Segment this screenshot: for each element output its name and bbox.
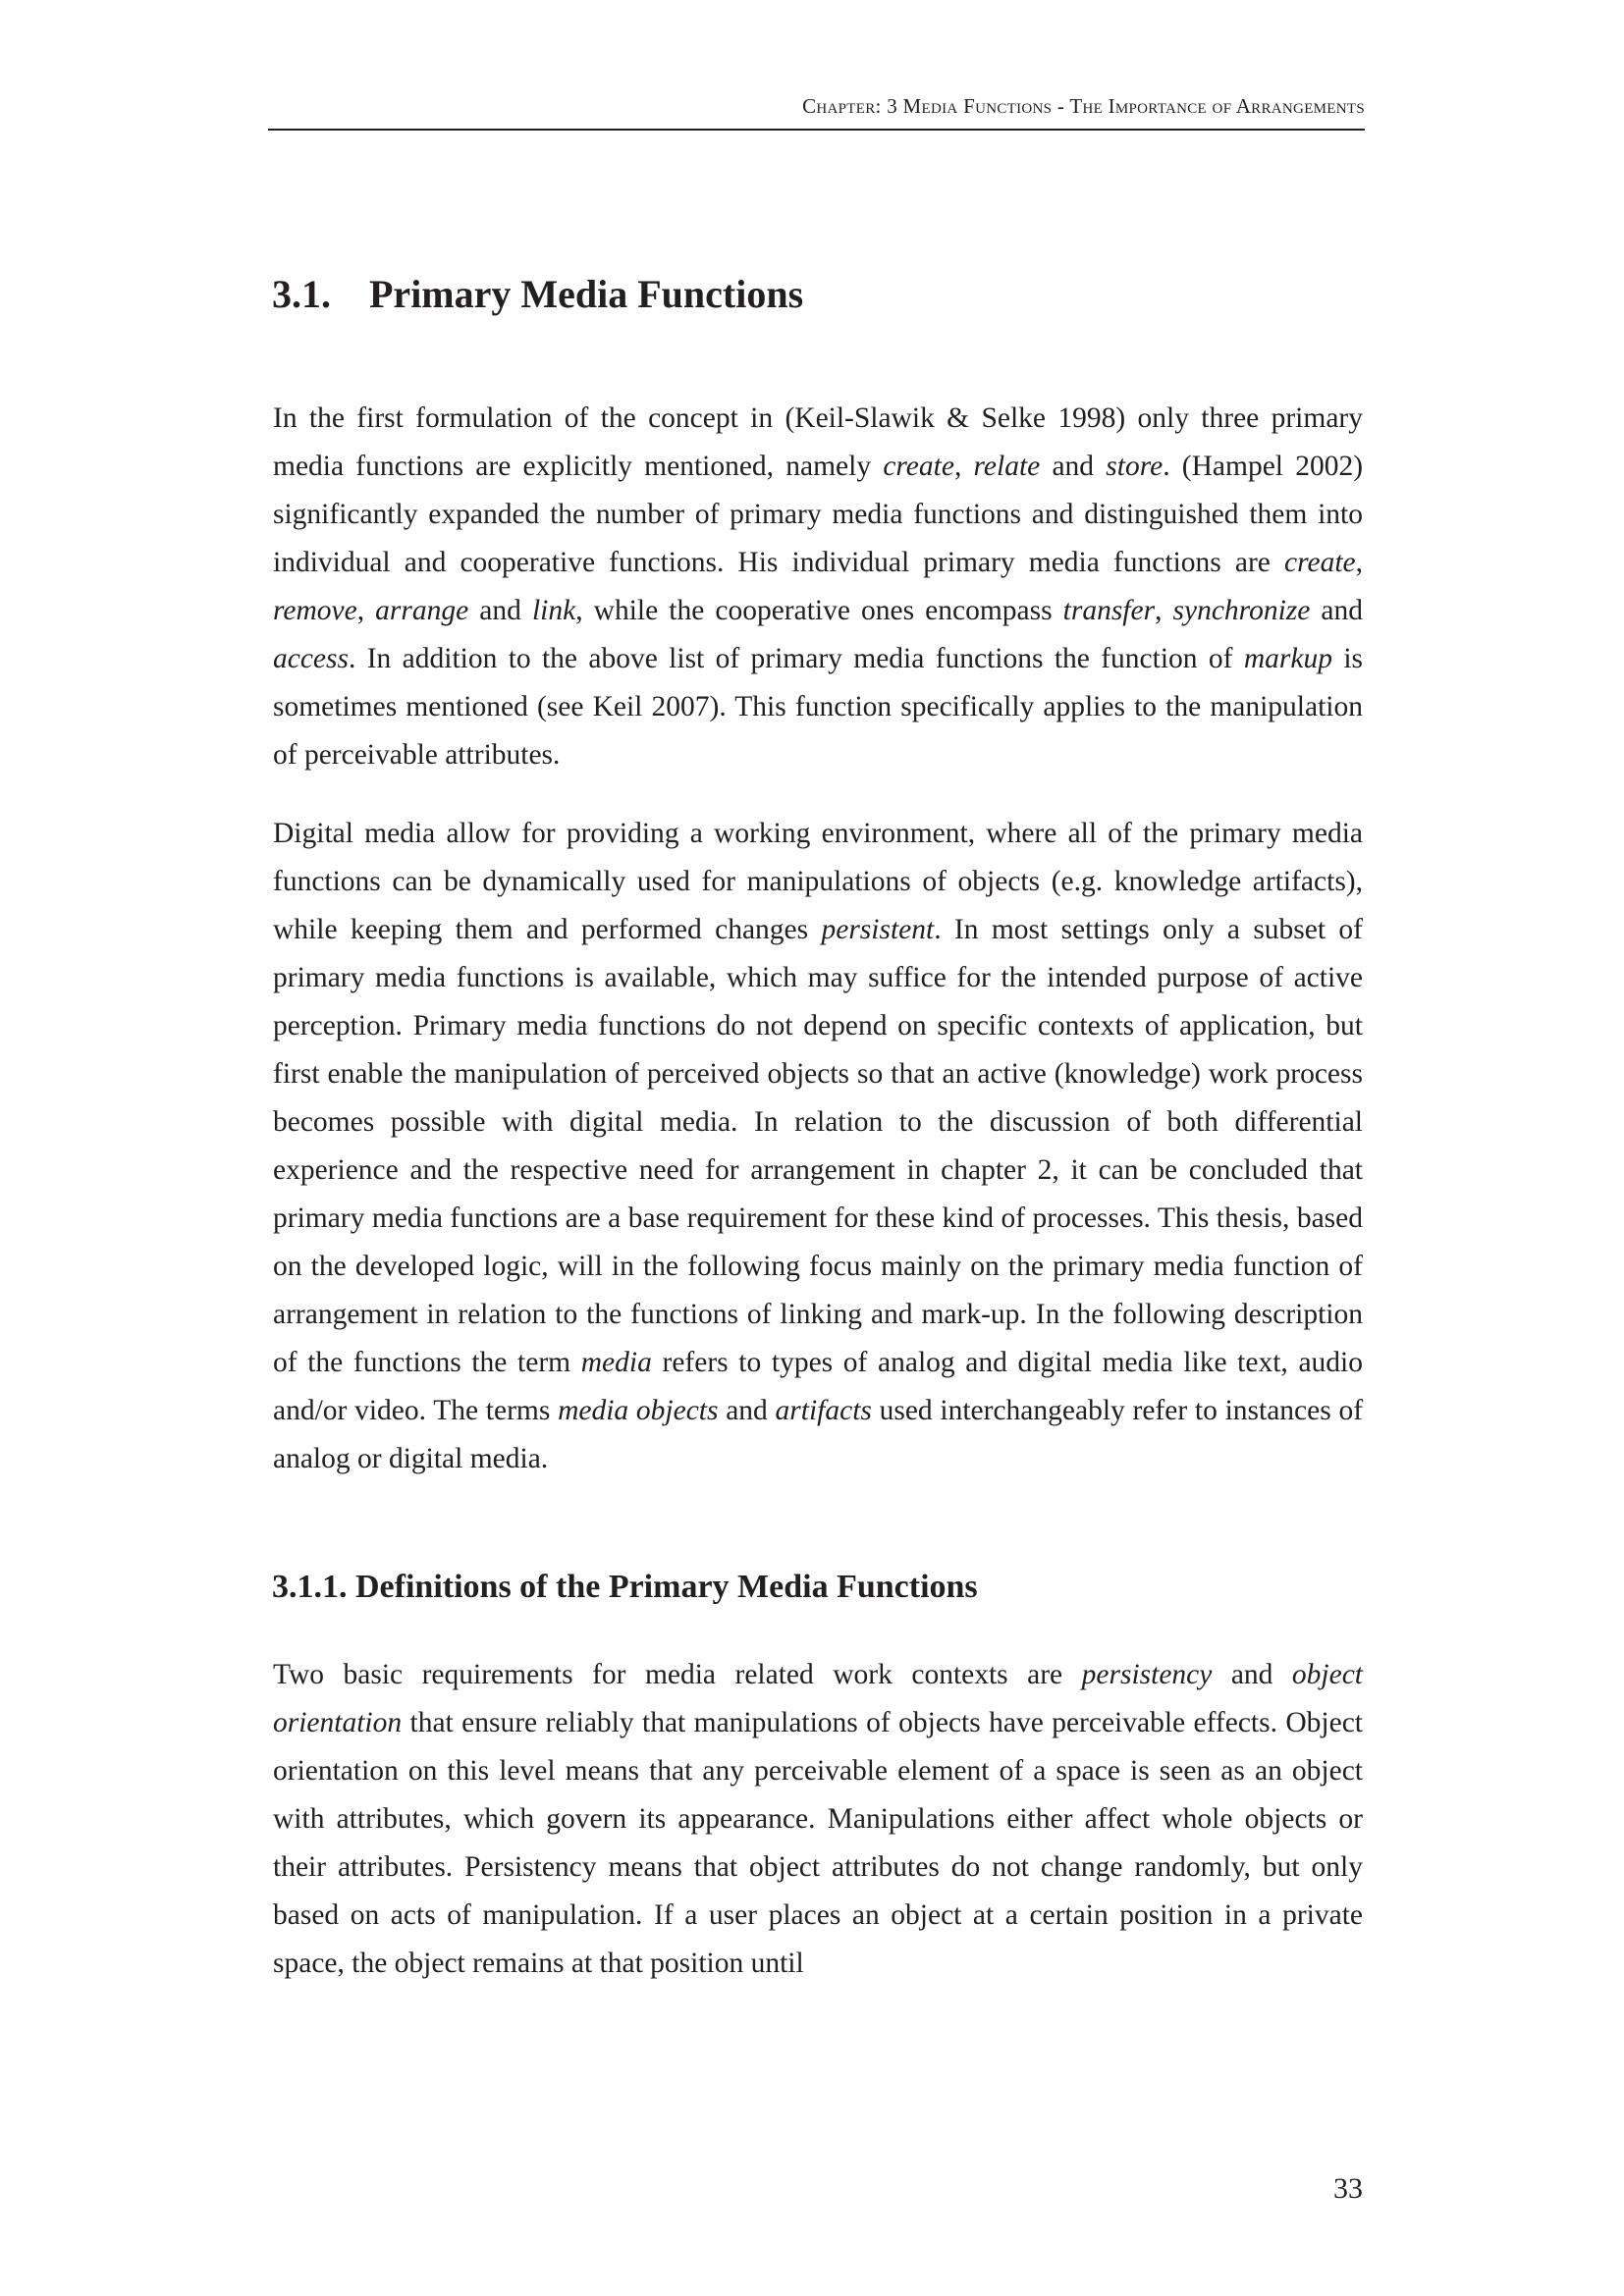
term-transfer: transfer: [1062, 595, 1156, 626]
text-run: Two basic requirements for media related work contexts are: [273, 1659, 1082, 1690]
section-number: 3.1.: [272, 272, 331, 316]
text-run: refers to types of analog and digital media like text, audio and/or video. The terms: [273, 1347, 1363, 1426]
text-run: and: [1212, 1659, 1292, 1690]
text-run: ,: [1155, 595, 1173, 626]
text-run: and: [1310, 595, 1363, 626]
term-media: media: [580, 1347, 652, 1378]
text-run: and: [468, 595, 532, 626]
term-object-orientation: object orientation: [273, 1659, 1364, 1738]
term-artifacts: artifacts: [775, 1395, 872, 1426]
paragraph-2: [273, 810, 1363, 1483]
paragraph-1: [273, 395, 1363, 779]
term-media-objects: media objects: [558, 1395, 719, 1426]
page-number: 33: [1333, 2172, 1363, 2205]
text-run: is sometimes mentioned (see Keil 2007). This function specifically applies to the manipulation of perceivable attributes.: [273, 643, 1363, 771]
term-remove: remove: [273, 595, 357, 626]
text-run: , while the cooperative ones encompass: [575, 595, 1063, 626]
term-access: access: [273, 643, 349, 674]
term-persistent: persistent: [821, 914, 935, 945]
section-title-text: Primary Media Functions: [369, 272, 804, 316]
text-run: . In most settings only a subset of primary media functions is available, which may suffice for the intended purpose of active perception. Primary media functions do not depend on specific contexts of application, but first enable the manipulation of perceived objects so that an active (knowledge) work process becomes possible with digital media. In relation to the discussion of both differential experience and the respective need for arrangement in chapter 2, it can be concluded that primary media functions are a base requirement for these kind of processes. This thesis, based on the developed logic, will in the following focus mainly on the primary media function of arrangement in relation to the functions of linking and mark-up. In the following description of the functions the term: [273, 914, 1363, 1378]
text-run: ,: [1355, 547, 1363, 578]
term-create: create: [883, 451, 954, 482]
text-run: used interchangeably refer to instances of analog or digital media.: [273, 1395, 1364, 1474]
section-title: [272, 271, 803, 318]
text-run: ,: [356, 595, 376, 626]
text-run: and: [718, 1395, 776, 1426]
text-run: and: [1040, 451, 1107, 482]
term-link: link: [531, 595, 576, 626]
term-markup: markup: [1243, 643, 1332, 674]
text-run: Digital media allow for providing a working environment, where all of the primary media functions can be dynamically used for manipulations of objects (e.g. knowledge artifacts), while keeping them and performed changes: [273, 818, 1363, 945]
term-persistency: persistency: [1081, 1659, 1213, 1690]
text-run: . (Hampel 2002) significantly expanded the number of primary media functions and distinguished them into individual and cooperative functions. His individual primary media functions are: [273, 451, 1364, 578]
term-synchronize: synchronize: [1172, 595, 1311, 626]
paragraph-3: [273, 1651, 1363, 1988]
term-store: store: [1106, 451, 1164, 482]
subsection-title: 3.1.1. Definitions of the Primary Media Functions: [272, 1569, 978, 1605]
term-arrange: arrange: [375, 595, 469, 626]
term-create: create: [1284, 547, 1356, 578]
running-header: Chapter: 3 Media Functions - The Importance of Arrangements: [268, 96, 1365, 131]
term-relate: relate: [973, 451, 1041, 482]
text-run: ,: [953, 451, 974, 482]
text-run: that ensure reliably that manipulations of objects have perceivable effects. Object orientation on this level means that any perceivable element of a space is seen as an object with attributes, which govern its appearance. Manipulations either affect whole objects or their attributes. Persistency means that object attributes do not change randomly, but only based on acts of manipulation. If a user places an object at a certain position in a private space, the object remains at that position until: [273, 1707, 1363, 1979]
text-run: In the first formulation of the concept in (Keil-Slawik & Selke 1998) only three primary media functions are explicitly mentioned, namely: [273, 402, 1363, 482]
text-run: . In addition to the above list of primary media functions the function of: [349, 643, 1244, 674]
